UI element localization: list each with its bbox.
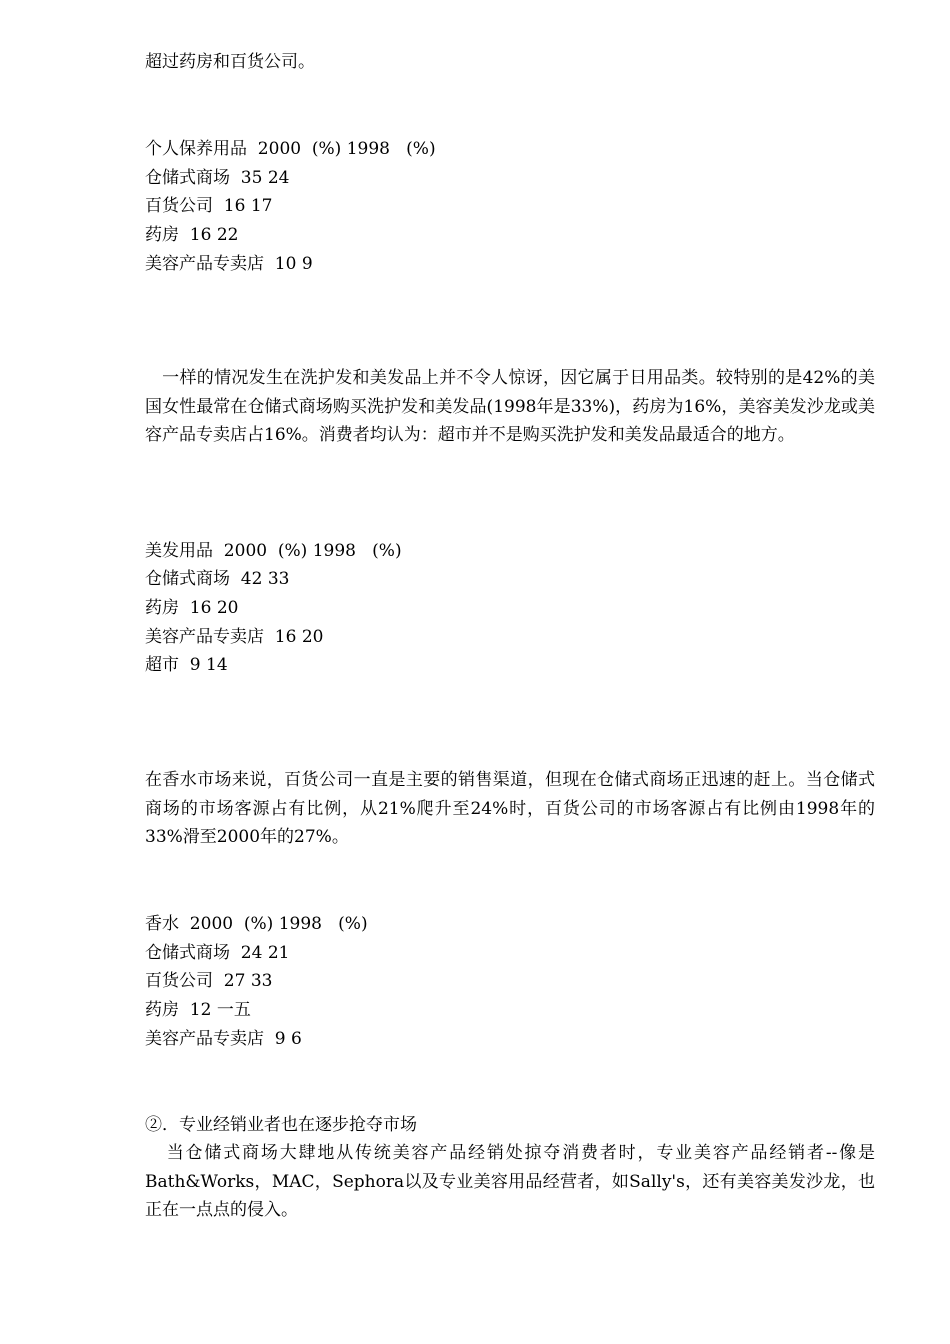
hair-care-paragraph: 一样的情况发生在洗护发和美发品上并不令人惊讶，因它属于日用品类。较特别的是42%的美国女性最常在仓储式商场购买洗护发和美发品(1998年是33%)，药房为16%，美容美发沙龙或美容产品专卖店占16%。消费者均认为：超市并不是购买洗护发和美发品最适合的地方。 xyxy=(145,368,875,446)
perfume-row-warehouse: 仓储式商场 24 21 xyxy=(145,943,290,963)
specialty-paragraph: 当仓储式商场大肆地从传统美容产品经销处掠夺消费者时，专业美容产品经销者--像是Bath&Works，MAC，Sephora以及专业美容用品经营者，如Sally's，还有美容美发沙龙，也正在一点点的侵入。 xyxy=(145,1143,875,1221)
section-heading: ②．专业经销业者也在逐步抢夺市场 xyxy=(145,1115,417,1135)
personal-care-row-specialty-store: 美容产品专卖店 10 9 xyxy=(145,254,313,274)
personal-care-row-department-store: 百货公司 16 17 xyxy=(145,196,273,216)
hair-products-table-header: 美发用品 2000 (%) 1998 (%) xyxy=(145,541,402,561)
hair-products-row-supermarket: 超市 9 14 xyxy=(145,655,228,675)
personal-care-row-pharmacy: 药房 16 22 xyxy=(145,225,239,245)
perfume-row-pharmacy: 药房 12 一五 xyxy=(145,1000,251,1020)
intro-line: 超过药房和百货公司。 xyxy=(145,52,315,72)
personal-care-row-warehouse: 仓储式商场 35 24 xyxy=(145,168,290,188)
personal-care-table-header: 个人保养用品 2000 (%) 1998 (%) xyxy=(145,139,436,159)
perfume-table-header: 香水 2000 (%) 1998 (%) xyxy=(145,914,368,934)
perfume-row-specialty-store: 美容产品专卖店 9 6 xyxy=(145,1029,302,1049)
perfume-row-department-store: 百货公司 27 33 xyxy=(145,971,273,991)
hair-products-row-pharmacy: 药房 16 20 xyxy=(145,598,239,618)
hair-products-row-warehouse: 仓储式商场 42 33 xyxy=(145,569,290,589)
perfume-paragraph: 在香水市场来说，百货公司一直是主要的销售渠道，但现在仓储式商场正迅速的赶上。当仓储式商场的市场客源占有比例，从21%爬升至24%时，百货公司的市场客源占有比例由1998年的33%滑至2000年的27%。 xyxy=(145,770,875,848)
hair-products-row-specialty-store: 美容产品专卖店 16 20 xyxy=(145,627,324,647)
